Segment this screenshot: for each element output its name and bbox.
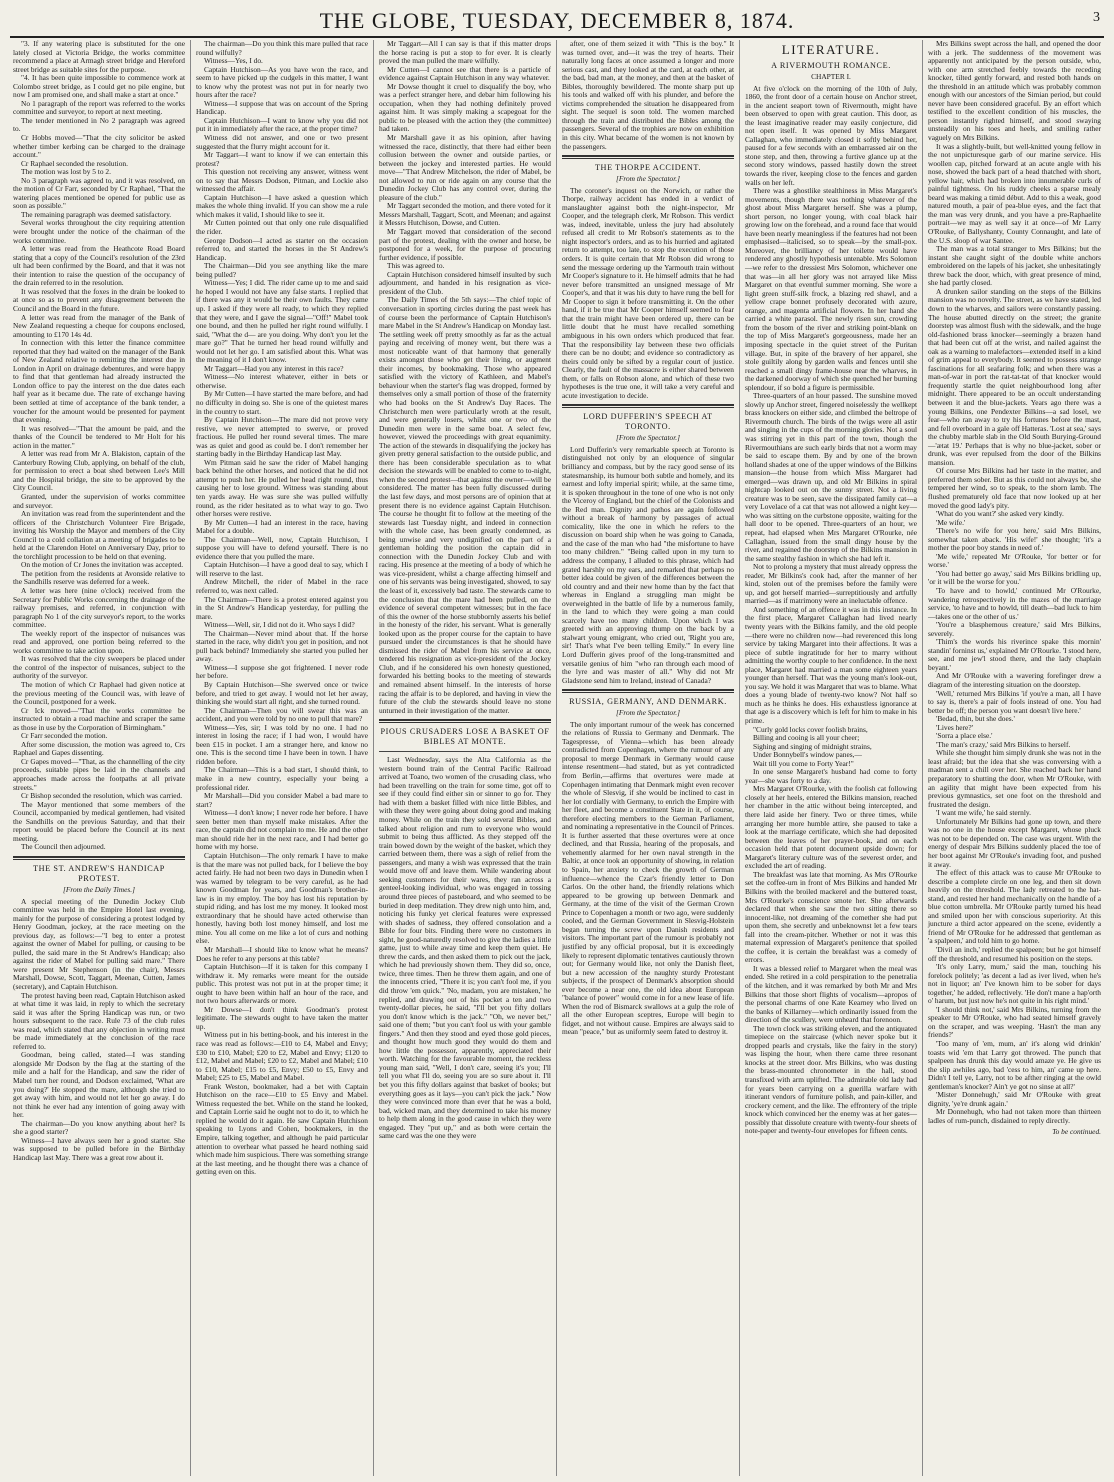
paragraph: And Mr O'Rouke with a wavering forefinger drew a diagram of the interesting situation on the doorstep. [928, 671, 1101, 690]
paragraph: 'Too many of 'em, mum, an' it's along wid drinkin' toasts wid 'em that Larry got throwed. The punch that spalpeen has drunk this day would amaze ye. He give us the slip awhiles ago, bad 'cess to him, an' came up here. Didn't I tell ye, Larry, not to be afther ringing at the owld gentleman's knocker? Ain't ye got no sinse at all?' [928, 1038, 1101, 1091]
paragraph: Witness—I suppose that was on account of the Spring Handicap. [196, 98, 368, 117]
paragraph: Mr Marshall—Did you consider Mabel a bad mare to start? [196, 791, 368, 809]
paragraph: Mr Taggart—Had you any interest in this race? [204, 363, 344, 373]
headline-rule [379, 751, 551, 752]
paragraph: The breakfast was late that morning. As Mrs O'Rourke set the coffee-urn in front of Mrs Bilkins and handed Mr Bilkins with the broiled mackerel and the buttered toast, Mrs O'Rourke's conscience smote her. She afterwards declared that when she saw the two sitting there so innocent-like, not dreaming of the comether she had put upon them, she secretly and unbeknownst let a few tears fall into the cream-pitcher. Whether or not it was this maternal expression of Margaret's penitence that spoiled the coffee, it is certain the breakfast was a comedy of errors. [745, 869, 917, 965]
column-4 [557, 40, 740, 1476]
paragraph: Mr Taggart—I want to know if we can entertain this protest? [196, 150, 368, 168]
paragraph: The petition from the residents at Avonside relative to the Sandhills reserve was deferred for a week. [13, 568, 185, 587]
paragraph: Unfortunately Mr Bilkins had gone up town, and there was no one in the house except Margaret, whose pluck was not to be depended on. The case was urgent. With the energy of despair Mrs Bilkins suddenly placed the toe of her boot against Mr O'Rouke's invading foot, and pushed it away. [928, 816, 1101, 869]
article-headline: THE THORPE ACCIDENT. [594, 163, 702, 173]
paragraph: A drunken sailor standing on the steps of the Bilkins mansion was no novelty. The street, as we have stated, led down to the wharves, and sailors were constantly passing. The house abutted directly on the street; the granite doorstep was almost flush with the sidewalk, and the huge old-fashioned brass knocker—seemingly a brazen hand that had been cut off at the wrist, and nailed against the oak as a warning to malefactors—extended itself in a kind of grim appeal to everybody. It seemed to possess strange fascinations for all seafaring folk; and when there was a man-of-war in port the rat-tat-tat of that knocker would frequently startle the quiet neighbourhood long after midnight. There appeared to be an occult understanding between it and the blue-jackets. Years ago there was a young Bilkins, one Pendexter Bilkins—a sad losel, we fear—who ran away to try his fortunes before the mast, and fell overboard in a gale off Hatteras. 'Lost at sea,' says the chubby marble slab in the Old South Burying-Ground—'ætat 19.' Perhaps that is why no blue-jacket, sober or drunk, was ever repulsed from the door of the Bilkins mansion. [928, 286, 1101, 467]
article-headline: PIOUS CRUSADERS LOSE A BASKET OF BIBLES AT MONTE. [380, 727, 550, 747]
paragraph: There was a ghostlike stealthiness in Miss Margaret's movements, though there was nothing whatever of the ghost about Miss Margaret herself. She was a plump, short person, no longer young, with coal black hair growing low on the forehead, and a round face that would have been nearly meaningless if the features had not been emphasised—italicised, so to speak—by the small-pox. Moreover, the brilliancy of her toilette would have rendered any ghostly hypothesis untenable. Mrs Solomon—we refer to the dressiest Mrs Solomon, whichever one that was—in all her glory was not arrayed like Miss Margaret on that eventful summer morning. She wore a light green stuff-silk frock, a blazing red shawl, and a yellow crape bonnet profusely decorated with azure, orange, and magenta artificial flowers. In her hand she carried a white parasol. The newly risen sun, crowding from the bosom of the river and striking point-blank on the top of Miss Margaret's gorgeousness, made her an imposing spectacle in the quiet street of the Puritan village. But, in spite of the bravery of her apparel, she stole guiltily along by garden walls and fences until she reached a small dingy frame-house near the wharves, in the darkened doorway of which she quenched her burning splendour, if so bold a figure is permissible. [745, 186, 917, 392]
paragraph: In connection with this letter the finance committee reported that they had waited on the manager of the Bank of New Zealand relative to remitting the interest due in London in April on drainage debentures, and were happy to find that that gentleman had already instructed the London office to pay the interest on the due dates each half year as it became due. The rate of exchange having been settled at time of acceptance of the bank tender, a voucher for the amount would be presented for payment that evening. [13, 338, 185, 425]
article-headline: LORD DUFFERIN'S SPEECH AT TORONTO. [583, 412, 713, 432]
paragraph: Mr Taggart—All I can say is that if this matter drops the horse racing is put a stop to for ever. It is clearly proved the man pulled the mare wilfully. [379, 40, 551, 66]
poem-line: Billing and cooing is all your cheer; [753, 733, 860, 743]
paragraph: Cr Ick moved—"That the works committee be instructed to obtain a road machine and scraper the same as those in use by the Corporation of Birmingham." [13, 705, 185, 732]
section-title: LITERATURE. [781, 42, 881, 57]
paragraph: Witness—Yes; I did. The rider came up to me and said he hoped I would not have any false starts. I replied that if there was any it would be their own faults. They came up. I asked if they were all ready, to which they replied that they were, and I gave the signal—"Off!" Mabel took one bound, and then he pulled her right round wilfully. I said, "What the d— are you doing. Why don't you let the mare go?" That he turned her head round wilfully and would not let her go. I am satisfied about this. What was the meaning of it I don't know. [196, 278, 368, 365]
paragraph: A letter was read from Mr A. Blakiston, captain of the Canterbury Rowing Club, applying, on behalf of the club, for permission to erect a boat shed between Lee's Mill and the Hospital bridge, the site to be approved by the City Council. [13, 449, 185, 493]
paragraph: Last Wednesday, says the Alta California as the western bound train of the Central Pacific Railroad arrived at Toano, two women of the crusading class, who had been travelling on the train for some time, got off to see if they could find either sin or sinner to go for. They had with them a basket filled with nice little Bibles, and with these they were going about doing good and making money. While on the train they sold several Bibles, and talked about religion and rum to everyone who would submit to being thus afflicted. As they stepped off the train bowed down by the weight of the basket, which they carried between them, there was a sigh of relief from the passengers, and many a wish was expressed that the train would move off and leave them. While wandering about seeking customers for their wares, they ran across a genteel-looking individual, who was engaged in tossing around three pieces of pasteboard, and who seemed to be buried in deep meditation. They drew nigh unto him, and, noticing his funky yet clerical features were expressed with shades of sadness, they offered consolation and a Bible for four bits. Finding there were no customers in sight, he good-naturedly resolved to give the ladies a little game, just to while away time and keep them quiet. He threw the cards, and then asked them to pick out the jack, which he had previously shown them. They did so, once, twice, three times. Then he threw them again, and one of the innocents cried, "There it is; you can't fool me, if you did throw 'em quick." 'No, madam, you are mistaken,' he replied, and drawing out of his pocket a ten and two twenty-dollar pieces, he said, "I'll bet you fifty dollars you don't know which is the jack." "Oh, we never bet," said one of them; "but you can't fool us with your gamble fingers." And then they stood and eyed those gold pieces, and thought how much good they would do them and how little the possessor, apparently, appreciated their worth. Watching for the favourable moment, the reckless young man said, "Well, I don't care, seeing it's you; I'll tell you what I'll do, seeing you are so sure about it. I'll bet you this fifty dollars against that basket of books; but everything goes as it lays—you can't pick the jack." Now they were convinced more than ever that he was a bold, bad, wicked man, and they determined to take his money to help them along in the good cause in which they were engaged. They "put up," and as both were certain the same card was the one they were [379, 755, 551, 1141]
paragraph: It was resolved that the city sweepers be placed under the control of the inspector of nuisances, subject to the authority of the surveyor. [13, 654, 185, 681]
paragraph: "3. If any watering place is substituted for the one lately closed at Victoria Bridge, the works committee recommend a place at Armagh street bridge and Hereford street bridge as suitable sites for the purpose. [13, 40, 185, 74]
paragraph: Captain Hutchison considered himself insulted by such adjournment, and handed in his resignation as vice-president of the Club. [379, 269, 551, 296]
paragraph: Goodman, being called, stated—I was standing alongside Mr Dodson by the flag at the starting of the mile and a half for the Handicap, and saw the rider of Mabel turn her round, and Dodson exclaimed, 'What are you doing?' He stopped the mare, although she tried to get away with him, and would not let her go away. I do not think he ever had any intention of going away with her. [13, 1050, 185, 1120]
paragraph: The effect of this attack was to cause Mr O'Rouke to describe a complete circle on one leg, and then sit down heavily on the threshold. The lady retreated to the hat-stand, and rested her hand mechanically on the handle of a blue cotton umbrella. Mr O'Rouke partly turned his head and smiled upon her with conscious superiority. At this juncture a third actor appeared on the scene, evidently a friend of Mr O'Rouke for he addressed that gentleman as 'a spalpeen,' and told him to go home. [928, 868, 1101, 946]
paragraph: Captain Hutchison—I have a good deal to say, which I will reserve to the last. [196, 560, 368, 578]
paragraph: The man was a total stranger to Mrs Bilkins; but the instant she caught sight of the double white anchors embroidered on the lapels of his jacket, she unhesitatingly threw back the door, which, with great presence of mind, she had partly closed. [928, 244, 1101, 288]
article-source: [From the Spectator.] [616, 708, 680, 718]
paragraph: Wm Pitman said he saw the rider of Mabel hanging back behind the other horses, and noticed that he did not attempt to push her. He pulled her head right round, thus causing her to lose ground. Witness was standing about ten yards away. He was sure she was pulled wilfully round, as the rider hesitated as to what way to go. Two other horses were restive. [196, 457, 368, 519]
paragraph: Captain Hutchison—The only remark I have to make is that the mare was not pulled back, for I believe the boy acted fairly. He had not been two days in Dunedin when I was warned by telegram to be very careful, as he had known Goodman for years, and Goodman's brother-in-law is in my employ. The boy has lost his reputation by stupid riding, and has lost me my money. It looked most extraordinary that he should have acted otherwise than honestly, having both lost money himself, and lost me mine. You all come on me like a lot of curs and nothing else. [196, 850, 368, 946]
paragraph: And something of an offence it was in this instance. In the first place, Margaret Callaghan had lived nearly twenty years with the Bilkins family, and the old people—there were no children now—had reverenced this long service by taking Margaret into their affections. It was a piece of subtle ingratitude for her to marry without admitting the worthy couple to her confidence. In the next place, Margaret had married a man some eighteen years younger than herself. That was the young man's look-out, you say. We hold it was Margaret that was to blame. What does a young blade of twenty-two know? Not half so much as he thinks he does. His exhaustless ignorance at that age is a discovery which is left for him to make in his prime. [745, 604, 917, 726]
paragraph: Several works throughout the city requiring attention were brought under the notice of the chairman of the works committee. [13, 218, 185, 245]
paragraph: The town clock was striking eleven, and the antiquated timepiece on the staircase (which never spoke but it dropped pearls and crystals, like the fairy in the story) was lisping the hour, when there came three resonant knocks at the street door. Mrs Bilkins, who was dusting the brass-mounted chronometer in the hall, stood transfixed with arm uplifted. The admirable old lady had for years been carrying on a guerilla warfare with itinerant vendors of furniture polish, and pain-killer, and crockery cement, and the like. The effrontery of the triple knock which convinced her the enemy was at her gates—possibly that dissolute creature with twenty-four sheets of note-paper and twenty-four envelopes for fifteen cents. [745, 1023, 917, 1136]
paragraph: 'Sorra a place else.' [936, 731, 993, 741]
paragraph: The weekly report of the inspector of nuisances was read and approved, one portion being referred to the works committee to take action upon. [13, 628, 185, 655]
chapter-heading: CHAPTER I. [811, 72, 851, 81]
paragraph: 'Divil an inch,' replied the spalpeen; but he got himself off the threshold, and resumed his position on the steps. [928, 944, 1101, 963]
paragraph: 'Bedad, thin, but she does.' [936, 714, 1015, 724]
paragraph: It was resolved that the foxes in the drain be looked to at once so as to prevent any disagreement between the Council and the Board in the future. [13, 286, 185, 313]
paragraph: The Daily Times of the 5th says:—The chief topic of conversation in sporting circles during the past week has of course been the performance of Captain Hutchison's mare Mabel in the St Andrew's Handicap on Monday last. The settling week off pretty smoothly as far as the actual paying and receiving of money went, but there was a most noticeable want of that harmony that generally exists amongst those who get their living, or augment their incomes, by bookmaking. Those who appeared satisfied with the victory of Kathleen, and Mabel's behaviour when the starter's flag was dropped, formed by themselves only a small portion of those of the fraternity who had books on the St Andrew's Day Races. The Christchurch men were particularly wroth at the result, and were generally losers, whilst one or two of the Dunedin men were in the same boat. A select few, however, viewed the proceedings with great equanimity. The action of the stewards in disqualifying the jockey has given pretty general satisfaction to the outside public, and there has been considerable speculation as to what decision the stewards will be enabled to come to to-night, when the second protest—that against the owner—will be considered. The matter has been fully discussed during the last few days, and most persons are of opinion that at present there is no evidence against Captain Hutchison. The course he thought fit to follow at the meeting of the stewards last Tuesday night, and indeed in connection with the whole case, has been greatly condemned, as being unwise and very undignified on the part of a gentleman holding the position the captain did in connection with the Dunedin Jockey Club and with racing. His presence at the meeting of a body of which he was vice-president, whilst a charge affecting himself and one of his servants was being investigated, showed, to say the least of it, excessively bad taste. The stewards came to the conclusion that the mare had been pulled, on the evidence of several competent witnesses; but in the face of this the owner of the horse stubbornly asserts his belief in the honesty of the rider, his servant. What is generally looked upon as the proper course for the captain to have pursued under the circumstances is that he should have dismissed the rider of Mabel from his service at once, tendered his resignation as vice-president of the Jockey Club, and if he considered his own honesty questioned, forwarded his betting books to the meeting of stewards and remained absent himself. In the interests of horse racing the affair is to be deplored, and having in view the future of the club the stewards should leave no stone unturned in their investigation of the matter. [379, 295, 551, 715]
paragraph: The Chairman—Then you will swear this was an accident, and you were told by no one to pull that mare? [196, 705, 368, 724]
article-divider [562, 689, 734, 693]
paragraph: The tender mentioned in No 2 paragraph was agreed to. [13, 115, 185, 134]
article-divider [379, 719, 551, 723]
paragraph: It was resolved—"That the amount be paid, and the thanks of the Council be tendered to Mr Holt for his action in the matter." [13, 423, 185, 450]
paragraph: By Mr Cutten—I had an interest in the race, having Mabel for a double. [196, 517, 368, 536]
poem-line: "Curly gold locks cover foolish brains, [753, 724, 868, 734]
paragraph: Captain Hutchison—As you have won the race, and seem to have picked up the cudgels in this matter, I want to know why the protest was not put in for nearly two hours after the race? [196, 64, 368, 100]
paragraph: 'You had better go away,' said Mrs Bilkins bridling up, 'or it will be the worse for you.' [928, 568, 1101, 587]
article-headline: RUSSIA, GERMANY, AND DENMARK. [569, 697, 727, 707]
paragraph: Mr Dowse thought it cruel to disqualify the boy, who was a perfect stranger here, and debar him following his occupation, when they had nothing definitely proved against him. It was simply making a scapegoat for the public to be pleased with the action they (the committee) had taken. [379, 81, 551, 134]
paragraph: 'I want me wife,' he said sternly. [936, 808, 1031, 818]
paragraph: Mrs Bilkins swept across the hall, and opened the door with a jerk. The suddenness of the movement was apparently not anticipated by the person outside, who, with one arm stretched feebly towards the receding knocker, tilted gently forward, and rested both hands on the threshold in an attitude which was probably common enough with our ancestors of the Simian period, but could never have been considered graceful. By an effort which testified to the excellent condition of his muscles, the person instantly righted himself, and stood swaying unsteadily on his toes and heels, and smiling rather vaguely on Mrs Bilkins. [928, 40, 1101, 143]
paragraph: This was agreed to. [387, 261, 445, 271]
poem-line: Wait till you come to Forty Year!" [753, 758, 854, 768]
columns [8, 40, 1106, 1476]
paragraph: Captain Hutchison—If it is taken for this company I withdraw it. My remarks were meant for the outside public. This protest was not put in at the proper time; it ought to have been within half an hour of the race, and not two hours afterwards or more. [196, 962, 368, 1006]
paragraph: No 3 paragraph was agreed to, and it was resolved, on the motion of Cr Farr, seconded by Cr Raphael, "That the watering places mentioned be opened for public use as soon as possible." [13, 175, 185, 211]
paragraph: 'Lives here?' [936, 722, 973, 732]
paragraph: A letter was read from the manager of the Bank of New Zealand requesting a cheque for coupons enclosed, amounting to £170 14s 4d. [13, 312, 185, 339]
paragraph: Witness—I suppose she got frightened. I never rode her before. [196, 662, 368, 681]
paragraph: A letter was here (nine o'clock) received from the Secretary for Public Works concerning the drainage of the railway premises, and referred, in conjunction with paragraph No 1 of the city surveyor's report, to the works committee. [13, 586, 185, 630]
story-title: A RIVERMOUTH ROMANCE. [771, 61, 891, 70]
paragraph: Captain Hutchison—I want to know why you did not put it in immediately after the race, at the proper time? [196, 115, 368, 134]
paragraph: The protest having been read, Captain Hutchison asked at what time it was laid, in reply to which the secretary said it was after the Spring Handicap was run, or two hours subsequent to the race. Rule 73 of the club rules was read, which stated that any objection in writing must be made immediately at the conclusion of the race referred to. [13, 990, 185, 1051]
paragraph: Of course Mrs Bilkins had her taste in the matter, and preferred them sober. But as this could not always be, she tempered her wind, so to speak, to the shorn lamb. The flushed prematurely old face that now looked up at her moved the good lady's pity. [928, 466, 1101, 510]
paragraph: George Dodson—I acted as starter on the occasion referred to, and started the horses in the St Andrew's Handicap. [196, 235, 368, 262]
masthead-title: THE GLOBE, TUESDAY, DECEMBER 8, 1874. [319, 8, 795, 33]
column-5 [740, 40, 923, 1476]
paragraph: 'Me wife.' [936, 517, 966, 527]
paragraph: Witness—Yes, I do. [204, 56, 263, 66]
paragraph: It was a slightly-built, but well-knitted young fellow in the not unpicturesque garb of our marine service. His woollen cap, pitched forward at an acute angle with his nose, showed the back part of a head thatched with short, yellow hair, which had broken into innumerable curls of painful tightness. On his ruddy cheeks a sparse mealy beard was making a timid début. Add to this a weak, good natured mouth, a pair of pea-blue eyes, and the fact that the man was very drunk, and you have a pre-Raphaelite portrait—we may as well say it at once—of Mr Larry O'Rouke, of Ballyshanty, County Connaught, and late of the U.S. sloop of war Santee. [928, 141, 1101, 245]
paragraph: The Chairman—Did you see anything like the mare being pulled? [196, 261, 368, 279]
paragraph: 'Well,' returned Mrs Bilkins 'if you're a man, all I have to say is, there's a pair of fools instead of one. You had better be off; the person you want doesn't live here.' [928, 688, 1101, 715]
paragraph: Mr Marshall—I should like to know what he means? Does he refer to any persons at this table? [196, 944, 368, 963]
paragraph: In one sense Margaret's husband had come to forty year—she was forty to a day. [745, 767, 917, 785]
paragraph: Frank Weston, bookmaker, had a bet with Captain Hutchison on the race—£10 to £5 Envy and Mabel. Witness requested the bet. While on the stand he looked, and Captain Lorrie said he ought not to do it, to which he replied he would do it again. He saw Captain Hutchison speaking to Lyons and Cohen, bookmakers, in the Empire, talking together, and although he paid particular attention to overhear what passed he heard nothing said which made him suspicious. There was something strange at the last meeting, and he thought there was a chance of getting even on this. [196, 1081, 368, 1177]
paragraph: Mr Taggart moved that consideration of the second part of the protest, dealing with the owner and horse, be postponed for a week, for the purpose of procuring further evidence, if possible. [379, 227, 551, 262]
paragraph: Witness—Yes, sir; I was told by no one. I had no interest in losing the race; if I had won, I would have been £15 in pocket. I am a stranger here, and know no one. This is the second time I have been in town. I have ridden before. [196, 722, 368, 766]
paragraph: By Captain Hutchison—She swerved once or twice before, and tried to get away. I would not let her away, thinking she would start all right, and she turned round. [196, 680, 368, 707]
paragraph: Witness—I have always seen her a good starter. She was supposed to be pulled before in the Birthday Handicap last May. There was a great row about it. [13, 1135, 185, 1162]
paragraph: The motion of which Cr Raphael had given notice at the previous meeting of the Council was, with leave of the Council, postponed for a week. [13, 680, 185, 707]
paragraph: The Mayor mentioned that some members of the Council, accompanied by medical gentlemen, had visited the Sandhills on the previous Saturday, and that their report would be placed before the Council at its next meeting. [13, 799, 185, 843]
paragraph: Mr Donnehugh, who had not taken more than thirteen ladles of rum-punch, disdained to reply directly. [928, 1107, 1101, 1125]
paragraph: Cr Bishop seconded the resolution, which was carried. [21, 791, 183, 801]
paragraph: 'Me wife,' repeated Mr O'Rouke, 'for better or for worse.' [928, 551, 1101, 570]
paragraph: The Chairman—This is a bad start, I should think, to make in a new country, especially your being a professional rider. [196, 765, 368, 792]
paragraph: Mr Marshall gave it as his opinion, after having witnessed the race, distinctly, that there had either been collusion between the owner and outside parties, or between the jockey and interested parties. He would move—"That Andrew Mitchelson, the rider of Mabel, be not allowed to run or ride again on any course that the Dunedin Jockey Club has any control over, during the pleasure of the club." [379, 133, 551, 202]
paragraph: Witness—I don't know; I never rode her before. I have seen better men than myself make mistakes. After the race, the captain did not complain to me. He and the other man should ride her in the next race, and I had better go home with my horse. [196, 808, 368, 852]
paragraph: This question not receiving any answer, witness went on to say that Messrs Dodson, Pitman, and Lockie also witnessed the affair. [196, 167, 368, 194]
paragraph: Witness—No interest whatever, either in bets or otherwise. [196, 372, 368, 390]
article-source: [From the Spectator.] [616, 174, 680, 184]
paragraph: Cr Gapes moved—"That, as the channelling of the city proceeds, suitable pipes be laid in the channels and approaches made across the footpaths at all private streets." [13, 756, 185, 792]
paragraph: The chairman—Do you know anything about her? Is she a good starter? [13, 1118, 185, 1137]
paragraph: While she thought him simply drunk she was not in the least afraid; but the idea that she was conversing with a madman sent a chill over her. She reached back her hand preparatory to shutting the door, when Mr O'Rouke, with an agility that might have been expected from his previous gymnastics, set one foot on the threshold and frustrated the design. [928, 748, 1101, 809]
paragraph: Cr Hobbs moved—"That the city solicitor be asked whether timber kerbing can be charged to the drainage account." [13, 133, 185, 160]
paragraph: 'I should think not,' said Mrs Bilkins, turning from the speaker to Mr O'Rouke, who had seated himself gravely on the scraper, and was weeping. 'Hasn't the man any friends?' [928, 1004, 1101, 1040]
paragraph: By Captain Hutchison—The mare did not prove very restive, we never attempted to swerve, or proved fractious. He pulled her round several times. The mare was as quiet and good as could be. I don't remember her starting badly in the Birthday Handicap last May. [196, 415, 368, 459]
paragraph: Mr Taggart seconded the motion, and there voted for it Messrs Marshall, Taggart, Scott, and Meenan; and against it Messrs Hutchison, Dowse, and Cutten. [379, 201, 551, 228]
article-divider [562, 404, 734, 408]
paragraph: After some discussion, the motion was agreed to, Crs Raphael and Gapes dissenting. [13, 739, 185, 758]
paragraph: 'You're a blasphemous creature,' said Mrs Bilkins, severely. [928, 620, 1101, 638]
paragraph: Mr Dowse—I don't think Goodman's protest legitimate. The stewards ought to have taken the matter up. [196, 1004, 368, 1031]
paragraph: 'There's no wife for you here,' said Mrs Bilkins, somewhat taken aback. 'His wife!' she thought; 'it's a mother the poor boy stands in need of.' [928, 526, 1101, 553]
column-3 [374, 40, 557, 1476]
poem-line: Sighing and singing of midnight strains, [753, 741, 872, 751]
article-source: [From the Daily Times.] [63, 884, 135, 894]
paragraph: Mrs Margaret O'Rourke, with the foolish cat following closely at her heels, entered the Bilkins mansion, reached her chamber in the attic without being intercepted, and there laid aside her finery. Two or three times, while arranging her more humble attire, she paused to take a look at the marriage certificate, which she had deposited between the leaves of her prayer-book, and on each occasion held that potent document upside down; for Margaret's literary culture was of the severest order, and excluded the art of reading. [745, 784, 917, 871]
paragraph: "4. It has been quite impossible to commence work at Colombo street bridge, as I could get no pile engine, but now I am promised one, and shall make a start at once." [13, 73, 185, 100]
paragraph: On the motion of Cr Jones the invitation was accepted. [21, 560, 184, 570]
paragraph: Witness put in his betting-book, and his interest in the race was read as follows:—£10 to £4, Mabel and Envy; £30 to £10, Mabel; £20 to £2, Mabel and Envy; £120 to £12, Mabel and Mabel; £20 to £2, Mabel and Mabel; £10 to £10, Mabel; £15 to £5, Envy; £50 to £5, Envy and Mabel; £25 to £5, Mabel and Mabel. [196, 1030, 368, 1083]
paragraph: By Mr Cutten—I have started the mare before, and had no difficulty in doing so. She is one of the quietest mares in the country to start. [196, 389, 368, 416]
paragraph: The Council then adjourned. [21, 842, 106, 852]
article-divider [13, 856, 185, 860]
paragraph: Granted, under the supervision of works committee and surveyor. [13, 491, 185, 510]
paragraph: Witness did not answer, and one or two present suggested that the flurry might account for it. [196, 133, 368, 151]
paragraph: It was a blessed relief to Margaret when the meal was ended. She retired in a cold perspiration to the penetralia of the kitchen, and it was remarked by both Mr and Mrs Bilkins that those short flights of vocalism—apropos of the personal charms of one Kate Kearney who lived on the banks of Killarney—which ordinarily issued from the direction of the scullery, were unheard that forenoon. [745, 963, 917, 1025]
paragraph: 'The man's crazy,' said Mrs Bilkins to herself. [936, 739, 1071, 749]
paragraph: Three-quarters of an hour passed. The sunshine moved slowly up Anchor street, fingered noiselessly the wellkept brass knockers on either side, and climbed the beltrope of Rivermouth church. The birds of the twigs were all astir and singing in the cups of the morning glories. Not a soul was stirring yet in this part of the town, though the Rivermouthians are such early birds that not a worm may be said to escape them. By and by one of the brown holland shades at one of the upper windows of the Bilkins mansion—the house from which Miss Margaret had emerged—was drawn up, and old Mr Bilkins in spiral nightcap looked out on the sunny street. Not a living creature was to be seen, save the dissipated family cat—a very Lovelace of a cat that was not allowed a night key—who was sitting on the curbstone opposite, waiting for the hall door to be opened. Three-quarters of an hour, we repeat, had elapsed when Mrs Margaret O'Rourke, née Callaghan, issued from the small dingy house by the river, and regained the doorstep of the Bilkins mansion in the same stealthy fashion in which she had left it. [745, 391, 917, 563]
paragraph: Lord Dufferin's very remarkable speech at Toronto is distinguished not only by an eloquence of singular brilliancy and compass, but by the racy good sense of its statesmanship, its humour both subtle and homely, and its earnest and lofty imperial spirit; while, at the same time, it is spoken throughout in the tone of one who is not only the Viceroy of England, but the chief of the Colonists and the Red man. Dignity and pathos are again followed without a break of harmony by passages of actual comicality, like the one in which he refers to the discussion on board ship when he was going to Canada, and the case of the man who had "the misfortune to have too many children." "Being called upon in my turn to address the company, I alluded to this phrase, which had grated harshly on my ears, and remarked that perhaps no better idea could be given of the differences between the old country and and their new home than by the fact that whereas in England a struggling man might be overweighted in the battle of life by a numerous family, in the land to which they were going a man could scarcely have too many children. Upon which I was greeted with an approving thump on the back by a stalwart young emigrant, who cried out, 'Right you are, sir! That's what I've been telling Emily.'" In every line Lord Dufferin gives proof of the long-transmitted and versatile genius of him "who ran through each mood of the lyre and was master of all." Why did not Mr Gladstone send him to Ireland, instead of Canada? [562, 444, 734, 685]
masthead [10, 6, 1104, 38]
poem-line: Under Bonnybell's window panes,— [753, 750, 862, 760]
paragraph: The remaining paragraph was deemed satisfactory. [21, 209, 172, 219]
paragraph: The Chairman—There is a protest entered against you in the St Andrew's Handicap yesterday, for pulling the mare. [196, 594, 368, 621]
to-be-continued: To be continued. [1052, 1127, 1101, 1137]
paragraph: 'What do you want?' she asked very kindly. [936, 509, 1064, 519]
paragraph: A special meeting of the Dunedin Jockey Club committee was held in the Empire Hotel last evening, mainly for the purpose of considering a protest lodged by Henry Goodman, jockey, at the race meeting on the previous day, as follows:—"I beg to enter a protest against the owner of Mabel for pulling, or causing to be pulled, the said mare in the St Andrew's Handicap; also against the rider of Mabel for pulling said mare." There were present Mr Stephenson (in the chair), Messrs Marshall, Dowse, Scott, Taggart, Meenan, Cutten, James (secretary), and Captain Hutchison. [13, 896, 185, 991]
article-divider [562, 155, 734, 159]
paragraph: 'Mister Donnehugh,' said Mr O'Rouke with great dignity, 'ye're drunk again.' [928, 1090, 1101, 1108]
paragraph: Captain Hutchison—I have asked a question which makes the whole thing invalid. If you can show me a rule which makes it valid, I should like to see it. [196, 192, 368, 219]
paragraph: A letter was read from the Heathcote Road Board stating that a copy of the Council's resolution of the 23rd ult had been confirmed by the Board, and that it was not their intention to raise the question of the occupancy of the drain referred to in the resolution. [13, 244, 185, 288]
paragraph: Cr Raphael seconded the resolution. [21, 158, 128, 168]
article-headline: THE ST. ANDREW'S HANDICAP PROTEST. [33, 863, 165, 883]
paragraph: 'Thim's the words his riverince spake this mornin' standin' forninst us,' explained Mr O'Rourke. 'I stood here, see, and me jew'l stood there, and the lady chaplain beyant.' [928, 637, 1101, 672]
paragraph: The Chairman—Never mind about that. If the horse started in the race, why didn't you get in position, and not pull back behind? Immediately she started you pulled her away. [196, 628, 368, 664]
paragraph: 'It's only Larry, mum,' said the man, touching his forelock politely; 'as decent a lad as iver lived, when he's not in liquor; an' I've known him to be sober for days together,' he added, reflectively. 'He don't mane a hap'orth o' harum, but just now he's not quite in his right mind.' [928, 962, 1101, 1006]
paragraph: Mr Cutten pointed out that only one rule disqualified the rider. [196, 218, 368, 237]
paragraph: No 1 paragraph of the report was referred to the works committee and surveyor, to report at next meeting. [13, 98, 185, 117]
paragraph: Not to prolong a mystery that must already oppress the reader, Mr Bilkins's cook had, after the manner of her kind, stolen out of the premises before the family were up, and got herself married—surreptitiously and artfully married—as if matrimony were an ineluctable offence. [745, 562, 917, 606]
paragraph: The Chairman—Well, now, Captain Hutchison, I suppose you will have to defend yourself. There is no evidence there that you pulled the mare. [196, 534, 368, 561]
paragraph: Mr Cutten—I cannot see that there is a particle of evidence against Captain Hutchison in any way whatever. [379, 64, 551, 83]
paragraph: 'To have and to howld,' continued Mr O'Rourke, wandering retrospectively in the mazes of the marriage service, 'to have and to howld, till death—bad luck to him—takes one or the other of us.' [928, 586, 1101, 621]
column-2 [191, 40, 374, 1476]
column-1 [8, 40, 191, 1476]
paragraph: An invitation was read from the superintendent and the officers of the Christchurch Volunteer Fire Brigade, inviting his Worship the Mayor and members of the City Council to a cold collation at a meeting of brigades to be held at the Clarendon Hotel on Anniversary Day, prior to the torchlight procession to be held on that evening. [13, 509, 185, 561]
column-6 [923, 40, 1106, 1476]
paragraph: The only important rumour of the week has concerned the relations of Russia to Germany and Denmark. The Tagespresse, of Vienna—which has been already contradicted from Copenhagen, where the rumour of any proposal to merge Denmark in Germany would cause intense resentment—had stated, but as yet contradicted from Berlin,—affirms that overtures were made at Copenhagen intimating that Denmark might even recover the whole of Slesvig, if she would be inclined to cast in her lot cordially with Germany, to enrich the Empire with her fleet, and become a constituent State in it, of course, therefore electing members to the German Parliament, and nominating a representative in the Council of Princes. It is further asserted that these overtures were at once declined, and that Russia, hearing of the proposals, and vehemently alarmed for her own naval strength in the Baltic, at once took an opportunity of showing, in relation to Spain, her anxiety to check the growth of German influence—whence the Czar's friendly letter to Don Carlos. On the other hand, the friendly relations which appeared to be growing up between Denmark and Germany, at the time of the visit of the German Crown Prince to Copenhagen a month or two ago, were suddenly cooled, and the German Government in Slesvig-Holstein began turning the screw upon Danish residents and visitors. The important part of the rumour is probably not justified by any official proposal, but it is exceedingly likely to represent diplomatic tentatives cautiously thrown out; for Germany would like, not only the Danish fleet, but a new accession of the naughty sturdy Protestant subjects, if the prospect of Denmark's absorption should ever become a near one, the old idea about European "balance of power" would come in for a new lease of life. When the rod of Bismarck swallows at a gulp the role of all the other European sceptres, Europe will begin to fidget, and not without cause. Empires are always said to mean "peace," but as uniformly seem fated to destroy it. [562, 719, 734, 1037]
paragraph: Andrew Mitchell, the rider of Mabel in the race referred to, was next called. [196, 577, 368, 595]
paragraph: The coroner's inquest on the Norwich, or rather the Thorpe, railway accident has ended in a verdict of manslaughter against both the night-inspector, Mr Cooper, and the telegraph clerk, Mr Robson. This verdict was, indeed, inevitable, unless the jury had absolutely refused all credit to Mr Robson's statements as to the night inspector's orders, and as to his hurried and agitated return to attempt, too late, to stop the execution of those orders. It is quite certain that Mr Robson did wrong to send the message ordering up the Yarmouth train without Mr Cooper's signature to it. He himself admits that he had never before transmitted an unsigned message of Mr Cooper's, and that it was his duty to have rung the bell for Mr Cooper to sign it before transmitting it. On the other hand, if it be true that Mr Cooper himself seemed to fear that the train might have been ordered up, there can be little doubt that he must have recalled something ambiguous in his own orders which produced that fear. That the responsibility lay between these two officials there can be no doubt; and evidence so contradictory as theirs could only be sifted by a regular court of justice. Clearly, the fault of the massacre is either shared between them, or falls on Robson alone, and which of these two hypotheses is the true one, it will take a very careful and acute investigation to decide. [562, 185, 734, 400]
paragraph: Witness—Well, sir, I did not do it. Who says I did? [204, 620, 355, 630]
paragraph: At five o'clock on the morning of the 10th of July, 1860, the front door of a certain house on Anchor street, in the ancient seaport town of Rivermouth, might have been observed to open with great caution. This door, as the least imaginative reader may easily conjecture, did not open itself. It was opened by Miss Margaret Callaghan, who immediately closed it softly behind her, paused for a few seconds with an embarrassed air on the stone step, and then, throwing a furtive glance up at the second story windows, passed hastily down the street towards the river, keeping close to the fences and garden walls on her left. [745, 83, 917, 187]
article-source: [From the Spectator.] [616, 433, 680, 443]
paragraph: The motion was lost by 5 to 2. [21, 167, 111, 177]
paragraph: after, one of them seized it with "This is the boy." It was turned over, and—it was the trey of hearts. Their naturally long faces at once assumed a longer and more serious cast, and they looked at the card, at each other, at the bad, bad man, at the money, and then at the basket of Bibles, thoroughly bewildered. The monte sharp put up his tools and walked off with his plunder, and before the victims comprehended the situation he disappeared from sight. The sequel is soon told. The women marched through the train and distributed the Bibles among the passengers. Several of the trophies are now on exhibition in this city. What became of the women is not known by the passengers. [562, 40, 734, 151]
paragraph: Cr Farr seconded the motion. [21, 731, 108, 741]
paragraph: The chairman—Do you think this mare pulled that race round wilfully? [196, 40, 368, 57]
page-number: 3 [1093, 10, 1100, 25]
